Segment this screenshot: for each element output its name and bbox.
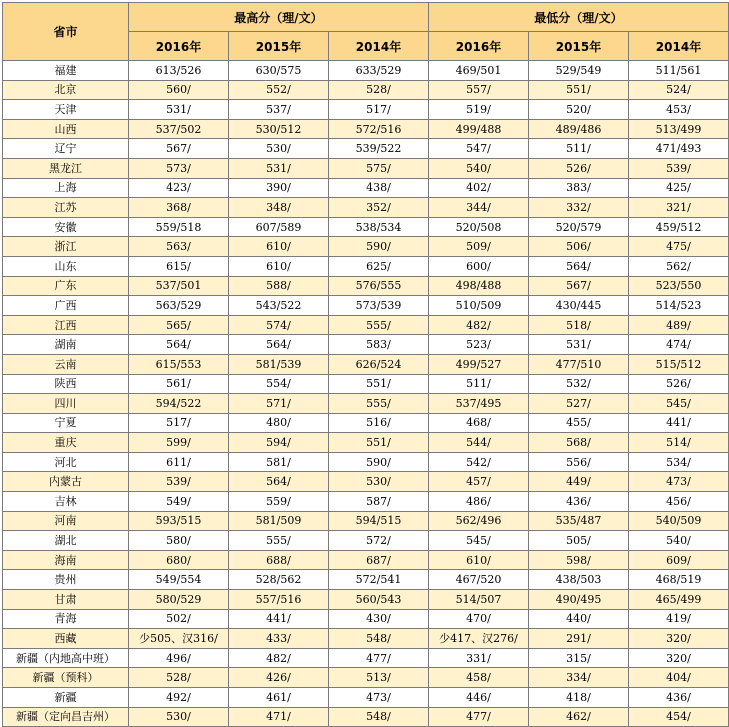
- max-score-cell: 687/: [329, 550, 429, 570]
- table-row: [3, 139, 729, 159]
- min-score-cell: 467/520: [429, 570, 529, 590]
- max-score-cell: 441/: [229, 609, 329, 629]
- province-cell: 贵州: [3, 570, 129, 590]
- year-header: 2015年: [529, 32, 629, 61]
- table-row: [3, 178, 729, 198]
- table-row: [3, 335, 729, 355]
- max-score-cell: 559/: [229, 492, 329, 512]
- max-score-cell: 554/: [229, 374, 329, 394]
- min-score-cell: 562/496: [429, 511, 529, 531]
- max-score-cell: 581/: [229, 452, 329, 472]
- province-cell: 湖南: [3, 335, 129, 355]
- min-score-cell: 535/487: [529, 511, 629, 531]
- min-score-cell: 441/: [629, 413, 729, 433]
- province-cell: 广西: [3, 296, 129, 316]
- province-cell: 河北: [3, 452, 129, 472]
- min-score-cell: 610/: [429, 550, 529, 570]
- max-score-cell: 517/: [129, 413, 229, 433]
- max-score-cell: 513/: [329, 668, 429, 688]
- table-row: [3, 237, 729, 257]
- min-score-cell: 499/527: [429, 354, 529, 374]
- max-score-cell: 551/: [329, 433, 429, 453]
- min-score-cell: 468/519: [629, 570, 729, 590]
- year-header: 2014年: [629, 32, 729, 61]
- min-score-cell: 511/561: [629, 61, 729, 81]
- table-row: [3, 648, 729, 668]
- max-score-cell: 590/: [329, 452, 429, 472]
- province-cell: 云南: [3, 354, 129, 374]
- max-score-cell: 538/534: [329, 217, 429, 237]
- min-score-cell: 344/: [429, 198, 529, 218]
- max-score-cell: 517/: [329, 100, 429, 120]
- province-cell: 山西: [3, 119, 129, 139]
- max-score-cell: 575/: [329, 158, 429, 178]
- table-row: [3, 119, 729, 139]
- max-score-cell: 539/522: [329, 139, 429, 159]
- min-score-cell: 477/510: [529, 354, 629, 374]
- max-score-cell: 563/529: [129, 296, 229, 316]
- max-score-cell: 352/: [329, 198, 429, 218]
- table-row: [3, 80, 729, 100]
- province-cell: 黑龙江: [3, 158, 129, 178]
- province-cell: 北京: [3, 80, 129, 100]
- table-header: [3, 3, 729, 61]
- min-score-cell: 515/512: [629, 354, 729, 374]
- min-score-cell: 320/: [629, 648, 729, 668]
- province-cell: 辽宁: [3, 139, 129, 159]
- province-cell: 青海: [3, 609, 129, 629]
- min-score-cell: 475/: [629, 237, 729, 257]
- province-cell: 宁夏: [3, 413, 129, 433]
- max-score-cell: 423/: [129, 178, 229, 198]
- max-score-cell: 555/: [329, 394, 429, 414]
- min-score-cell: 514/523: [629, 296, 729, 316]
- table-row: [3, 433, 729, 453]
- min-score-cell: 510/509: [429, 296, 529, 316]
- max-score-cell: 430/: [329, 609, 429, 629]
- max-score-cell: 587/: [329, 492, 429, 512]
- province-cell: 四川: [3, 394, 129, 414]
- max-score-group-header: 最高分（理/文）: [129, 3, 429, 32]
- max-score-cell: 549/: [129, 492, 229, 512]
- min-score-cell: 469/501: [429, 61, 529, 81]
- min-score-cell: 598/: [529, 550, 629, 570]
- max-score-cell: 530/: [229, 139, 329, 159]
- table-row: [3, 276, 729, 296]
- min-score-cell: 419/: [629, 609, 729, 629]
- province-cell: 江西: [3, 315, 129, 335]
- max-score-cell: 少505、汉316/: [129, 629, 229, 649]
- min-score-cell: 440/: [529, 609, 629, 629]
- min-score-cell: 545/: [629, 394, 729, 414]
- max-score-cell: 615/553: [129, 354, 229, 374]
- max-score-cell: 581/539: [229, 354, 329, 374]
- year-header: 2015年: [229, 32, 329, 61]
- province-cell: 上海: [3, 178, 129, 198]
- province-cell: 甘肃: [3, 590, 129, 610]
- max-score-cell: 599/: [129, 433, 229, 453]
- min-score-cell: 540/: [629, 531, 729, 551]
- table-row: [3, 492, 729, 512]
- province-cell: 重庆: [3, 433, 129, 453]
- table-row: [3, 609, 729, 629]
- min-score-cell: 430/445: [529, 296, 629, 316]
- province-cell: 西藏: [3, 629, 129, 649]
- max-score-cell: 492/: [129, 688, 229, 708]
- min-score-cell: 518/: [529, 315, 629, 335]
- table-row: [3, 472, 729, 492]
- min-score-cell: 438/503: [529, 570, 629, 590]
- min-score-cell: 455/: [529, 413, 629, 433]
- max-score-cell: 548/: [329, 707, 429, 727]
- min-score-cell: 551/: [529, 80, 629, 100]
- min-score-cell: 532/: [529, 374, 629, 394]
- province-cell: 吉林: [3, 492, 129, 512]
- province-cell: 湖北: [3, 531, 129, 551]
- min-score-cell: 519/: [429, 100, 529, 120]
- min-score-cell: 489/: [629, 315, 729, 335]
- max-score-cell: 477/: [329, 648, 429, 668]
- max-score-cell: 574/: [229, 315, 329, 335]
- min-score-cell: 315/: [529, 648, 629, 668]
- min-score-cell: 462/: [529, 707, 629, 727]
- max-score-cell: 572/: [329, 531, 429, 551]
- min-score-cell: 567/: [529, 276, 629, 296]
- max-score-cell: 572/541: [329, 570, 429, 590]
- max-score-cell: 630/575: [229, 61, 329, 81]
- max-score-cell: 580/: [129, 531, 229, 551]
- max-score-cell: 555/: [229, 531, 329, 551]
- table-row: [3, 511, 729, 531]
- table-row: [3, 315, 729, 335]
- max-score-cell: 576/555: [329, 276, 429, 296]
- max-score-cell: 564/: [129, 335, 229, 355]
- min-score-cell: 523/: [429, 335, 529, 355]
- max-score-cell: 530/512: [229, 119, 329, 139]
- min-score-cell: 334/: [529, 668, 629, 688]
- max-score-cell: 552/: [229, 80, 329, 100]
- max-score-cell: 567/: [129, 139, 229, 159]
- max-score-cell: 543/522: [229, 296, 329, 316]
- max-score-cell: 516/: [329, 413, 429, 433]
- max-score-cell: 473/: [329, 688, 429, 708]
- min-score-cell: 418/: [529, 688, 629, 708]
- min-score-cell: 520/579: [529, 217, 629, 237]
- min-score-cell: 524/: [629, 80, 729, 100]
- province-cell: 新疆: [3, 688, 129, 708]
- min-score-cell: 514/507: [429, 590, 529, 610]
- min-score-cell: 545/: [429, 531, 529, 551]
- province-cell: 天津: [3, 100, 129, 120]
- min-score-cell: 474/: [629, 335, 729, 355]
- table-row: [3, 158, 729, 178]
- max-score-cell: 539/: [129, 472, 229, 492]
- min-score-cell: 609/: [629, 550, 729, 570]
- table-row: [3, 217, 729, 237]
- min-score-cell: 568/: [529, 433, 629, 453]
- min-score-cell: 482/: [429, 315, 529, 335]
- min-score-cell: 542/: [429, 452, 529, 472]
- max-score-cell: 625/: [329, 256, 429, 276]
- max-score-cell: 471/: [229, 707, 329, 727]
- year-header: 2014年: [329, 32, 429, 61]
- max-score-cell: 590/: [329, 237, 429, 257]
- max-score-cell: 610/: [229, 256, 329, 276]
- table-row: [3, 629, 729, 649]
- min-score-cell: 556/: [529, 452, 629, 472]
- max-score-cell: 531/: [129, 100, 229, 120]
- province-cell: 浙江: [3, 237, 129, 257]
- max-score-cell: 537/502: [129, 119, 229, 139]
- min-score-cell: 470/: [429, 609, 529, 629]
- max-score-cell: 593/515: [129, 511, 229, 531]
- min-score-cell: 490/495: [529, 590, 629, 610]
- max-score-cell: 594/522: [129, 394, 229, 414]
- min-score-cell: 509/: [429, 237, 529, 257]
- table-row: [3, 550, 729, 570]
- max-score-cell: 680/: [129, 550, 229, 570]
- max-score-cell: 426/: [229, 668, 329, 688]
- min-score-cell: 526/: [629, 374, 729, 394]
- min-score-cell: 383/: [529, 178, 629, 198]
- max-score-cell: 433/: [229, 629, 329, 649]
- min-score-cell: 404/: [629, 668, 729, 688]
- max-score-cell: 482/: [229, 648, 329, 668]
- min-score-cell: 331/: [429, 648, 529, 668]
- min-score-cell: 321/: [629, 198, 729, 218]
- max-score-cell: 551/: [329, 374, 429, 394]
- table-row: [3, 688, 729, 708]
- province-cell: 内蒙古: [3, 472, 129, 492]
- max-score-cell: 528/: [129, 668, 229, 688]
- min-score-cell: 332/: [529, 198, 629, 218]
- table-row: [3, 296, 729, 316]
- year-header: 2016年: [429, 32, 529, 61]
- table-row: [3, 198, 729, 218]
- max-score-cell: 368/: [129, 198, 229, 218]
- max-score-cell: 564/: [229, 335, 329, 355]
- table-row: [3, 374, 729, 394]
- province-cell: 安徽: [3, 217, 129, 237]
- table-body: [3, 61, 729, 727]
- table-row: [3, 61, 729, 81]
- min-score-cell: 459/512: [629, 217, 729, 237]
- province-cell: 河南: [3, 511, 129, 531]
- max-score-cell: 560/543: [329, 590, 429, 610]
- min-score-cell: 557/: [429, 80, 529, 100]
- min-score-cell: 531/: [529, 335, 629, 355]
- min-score-group-header: 最低分（理/文）: [429, 3, 729, 32]
- min-score-cell: 540/509: [629, 511, 729, 531]
- province-cell: 新疆（内地高中班）: [3, 648, 129, 668]
- min-score-cell: 498/488: [429, 276, 529, 296]
- max-score-cell: 688/: [229, 550, 329, 570]
- min-score-cell: 402/: [429, 178, 529, 198]
- max-score-cell: 581/509: [229, 511, 329, 531]
- min-score-cell: 506/: [529, 237, 629, 257]
- max-score-cell: 537/: [229, 100, 329, 120]
- min-score-cell: 526/: [529, 158, 629, 178]
- max-score-cell: 557/516: [229, 590, 329, 610]
- min-score-cell: 473/: [629, 472, 729, 492]
- min-score-cell: 465/499: [629, 590, 729, 610]
- province-cell: 江苏: [3, 198, 129, 218]
- min-score-cell: 446/: [429, 688, 529, 708]
- max-score-cell: 571/: [229, 394, 329, 414]
- table-row: [3, 452, 729, 472]
- min-score-cell: 少417、汉276/: [429, 629, 529, 649]
- min-score-cell: 468/: [429, 413, 529, 433]
- min-score-cell: 499/488: [429, 119, 529, 139]
- min-score-cell: 511/: [529, 139, 629, 159]
- min-score-cell: 600/: [429, 256, 529, 276]
- min-score-cell: 537/495: [429, 394, 529, 414]
- min-score-cell: 320/: [629, 629, 729, 649]
- max-score-cell: 572/516: [329, 119, 429, 139]
- min-score-cell: 527/: [529, 394, 629, 414]
- max-score-cell: 633/529: [329, 61, 429, 81]
- max-score-cell: 563/: [129, 237, 229, 257]
- max-score-cell: 594/: [229, 433, 329, 453]
- max-score-cell: 461/: [229, 688, 329, 708]
- max-score-cell: 573/: [129, 158, 229, 178]
- max-score-cell: 438/: [329, 178, 429, 198]
- table-row: [3, 354, 729, 374]
- max-score-cell: 502/: [129, 609, 229, 629]
- min-score-cell: 454/: [629, 707, 729, 727]
- max-score-cell: 594/515: [329, 511, 429, 531]
- max-score-cell: 390/: [229, 178, 329, 198]
- min-score-cell: 523/550: [629, 276, 729, 296]
- province-cell: 山东: [3, 256, 129, 276]
- table-row: [3, 531, 729, 551]
- province-cell: 福建: [3, 61, 129, 81]
- min-score-cell: 471/493: [629, 139, 729, 159]
- table-row: [3, 570, 729, 590]
- min-score-cell: 436/: [529, 492, 629, 512]
- max-score-cell: 496/: [129, 648, 229, 668]
- min-score-cell: 540/: [429, 158, 529, 178]
- max-score-cell: 573/539: [329, 296, 429, 316]
- max-score-cell: 348/: [229, 198, 329, 218]
- max-score-cell: 588/: [229, 276, 329, 296]
- max-score-cell: 528/: [329, 80, 429, 100]
- min-score-cell: 456/: [629, 492, 729, 512]
- province-cell: 新疆（预科）: [3, 668, 129, 688]
- max-score-cell: 559/518: [129, 217, 229, 237]
- year-header: 2016年: [129, 32, 229, 61]
- table-row: [3, 394, 729, 414]
- min-score-cell: 562/: [629, 256, 729, 276]
- max-score-cell: 615/: [129, 256, 229, 276]
- max-score-cell: 565/: [129, 315, 229, 335]
- table-row: [3, 100, 729, 120]
- max-score-cell: 607/589: [229, 217, 329, 237]
- min-score-cell: 547/: [429, 139, 529, 159]
- max-score-cell: 531/: [229, 158, 329, 178]
- table-row: [3, 668, 729, 688]
- province-cell: 新疆（定向昌吉州）: [3, 707, 129, 727]
- province-cell: 陕西: [3, 374, 129, 394]
- min-score-cell: 529/549: [529, 61, 629, 81]
- max-score-cell: 611/: [129, 452, 229, 472]
- max-score-cell: 537/501: [129, 276, 229, 296]
- max-score-cell: 480/: [229, 413, 329, 433]
- max-score-cell: 583/: [329, 335, 429, 355]
- min-score-cell: 449/: [529, 472, 629, 492]
- min-score-cell: 457/: [429, 472, 529, 492]
- max-score-cell: 528/562: [229, 570, 329, 590]
- table-row: [3, 256, 729, 276]
- max-score-cell: 610/: [229, 237, 329, 257]
- max-score-cell: 580/529: [129, 590, 229, 610]
- min-score-cell: 425/: [629, 178, 729, 198]
- province-cell: 海南: [3, 550, 129, 570]
- min-score-cell: 505/: [529, 531, 629, 551]
- max-score-cell: 613/526: [129, 61, 229, 81]
- min-score-cell: 486/: [429, 492, 529, 512]
- min-score-cell: 520/: [529, 100, 629, 120]
- min-score-cell: 477/: [429, 707, 529, 727]
- table-row: [3, 590, 729, 610]
- min-score-cell: 291/: [529, 629, 629, 649]
- min-score-cell: 520/508: [429, 217, 529, 237]
- table-row: [3, 707, 729, 727]
- min-score-cell: 511/: [429, 374, 529, 394]
- min-score-cell: 514/: [629, 433, 729, 453]
- min-score-cell: 564/: [529, 256, 629, 276]
- max-score-cell: 560/: [129, 80, 229, 100]
- score-table: [2, 2, 729, 727]
- min-score-cell: 513/499: [629, 119, 729, 139]
- table-row: [3, 413, 729, 433]
- max-score-cell: 564/: [229, 472, 329, 492]
- max-score-cell: 626/524: [329, 354, 429, 374]
- min-score-cell: 544/: [429, 433, 529, 453]
- max-score-cell: 549/554: [129, 570, 229, 590]
- min-score-cell: 489/486: [529, 119, 629, 139]
- max-score-cell: 555/: [329, 315, 429, 335]
- min-score-cell: 458/: [429, 668, 529, 688]
- max-score-cell: 530/: [329, 472, 429, 492]
- max-score-cell: 530/: [129, 707, 229, 727]
- min-score-cell: 539/: [629, 158, 729, 178]
- province-column-header: 省市: [3, 3, 129, 61]
- min-score-cell: 453/: [629, 100, 729, 120]
- max-score-cell: 548/: [329, 629, 429, 649]
- min-score-cell: 436/: [629, 688, 729, 708]
- max-score-cell: 561/: [129, 374, 229, 394]
- min-score-cell: 534/: [629, 452, 729, 472]
- province-cell: 广东: [3, 276, 129, 296]
